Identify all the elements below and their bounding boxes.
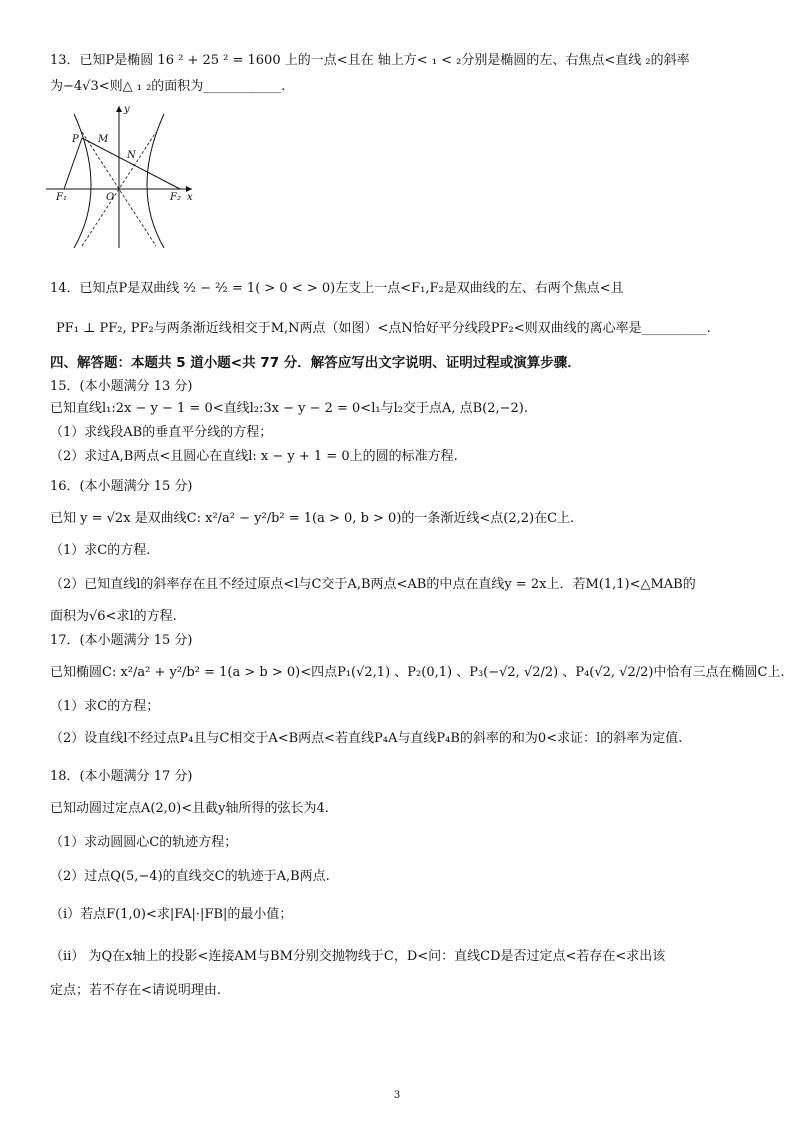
problem-18-stem: 已知动圆过定点A(2,0)<且截y轴所得的弦长为4.	[50, 801, 329, 816]
problem-15-header: 15．(本小题满分 13 分)	[50, 379, 193, 394]
problem-16-q2-line-1: （2）已知直线l的斜率存在且不经过原点<l与C交于A,B两点<AB的中点在直线y = 2x上．若M(1,1)<△MAB的	[50, 577, 696, 592]
section-4-heading: 四、解答题：本题共 5 道小题<共 77 分．解答应写出文字说明、证明过程或演算步骤．	[50, 355, 581, 371]
problem-17-q2: （2）设直线l不经过点P₄且与C相交于A<B两点<若直线P₄A与直线P₄B的斜率的和为0<求证：l的斜率为定值.	[50, 731, 683, 746]
problem-18-q1: （1）求动圆圆心C的轨迹方程；	[50, 835, 238, 850]
label-x: x	[187, 192, 193, 203]
problem-17-stem: 已知椭圆C: x²/a² + y²/b² = 1(a > b > 0)<四点P₁(√2,1) 、P₂(0,1) 、P₃(−√2, √2/2) 、P₄(√2, √2/2)中恰有三点在椭圆C上.	[50, 665, 785, 680]
page-number: 3	[393, 1090, 401, 1101]
problem-16-q1: （1）求C的方程.	[50, 543, 151, 558]
problem-18-qii-line-1: （ⅱ） 为Q在x轴上的投影<连接AM与BM分别交抛物线于C，D<问：直线CD是否过定点<若存在<求出该	[50, 949, 666, 964]
label-m: M	[98, 134, 109, 145]
label-n: N	[127, 150, 136, 161]
segment-f1-p	[64, 138, 82, 189]
hyperbola-figure	[46, 102, 196, 250]
problem-15-q1: （1）求线段AB的垂直平分线的方程；	[50, 425, 273, 440]
problem-13-line-2: 为−4√3<则△ ₁ ₂的面积为____________.	[50, 79, 286, 94]
problem-17-q1: （1）求C的方程；	[50, 699, 160, 714]
problem-18-qii-line-2: 定点；若不存在<请说明理由.	[50, 983, 222, 998]
label-o: O	[106, 192, 115, 203]
problem-14-line-2: PF₁ ⊥ PF₂, PF₂与两条渐近线相交于M,N两点（如图）<点N恰好平分线段PF₂<则双曲线的离心率是__________.	[56, 321, 711, 336]
problem-18-qi: （ⅰ）若点F(1,0)<求|FA|·|FB|的最小值；	[50, 907, 293, 922]
label-f1: F₁	[56, 192, 67, 203]
label-y: y	[124, 104, 130, 115]
problem-18-q2: （2）过点Q(5,−4)的直线交C的轨迹于A,B两点.	[50, 869, 330, 884]
problem-16-header: 16．(本小题满分 15 分)	[50, 479, 193, 494]
problem-14-line-1: 14．已知点P是双曲线 ²⁄₂ − ²⁄₂ = 1( > 0 < > 0)左支上一点<F₁,F₂是双曲线的左、右两个焦点<且	[50, 281, 624, 296]
problem-17-header: 17．(本小题满分 15 分)	[50, 633, 193, 648]
problem-16-q2-line-2: 面积为√6<求l的方程.	[50, 609, 177, 624]
hyperbola-right-branch	[147, 114, 164, 248]
label-f2: F₂	[170, 192, 181, 203]
problem-16-stem: 已知 y = √2x 是双曲线C: x²/a² − y²/b² = 1(a > 0, b > 0)的一条渐近线<点(2,2)在C上.	[50, 511, 575, 526]
label-p: P	[72, 134, 79, 145]
segment-p-f2	[82, 138, 180, 189]
problem-18-header: 18．(本小题满分 17 分)	[50, 769, 193, 784]
problem-15-q2: （2）求过A,B两点<且圆心在直线l: x − y + 1 = 0上的圆的标准方程.	[50, 449, 458, 464]
problem-15-stem: 已知直线l₁:2x − y − 1 = 0<直线l₂:3x − y − 2 = 0<l₁与l₂交于点A, 点B(2,−2).	[50, 401, 528, 416]
y-axis-arrow	[116, 106, 122, 112]
problem-13-line-1: 13．已知P是椭圆 16 ² + 25 ² = 1600 上的一点<且在 轴上方< ₁ < ₂分别是椭圆的左、右焦点<直线 ₂的斜率	[50, 53, 690, 68]
